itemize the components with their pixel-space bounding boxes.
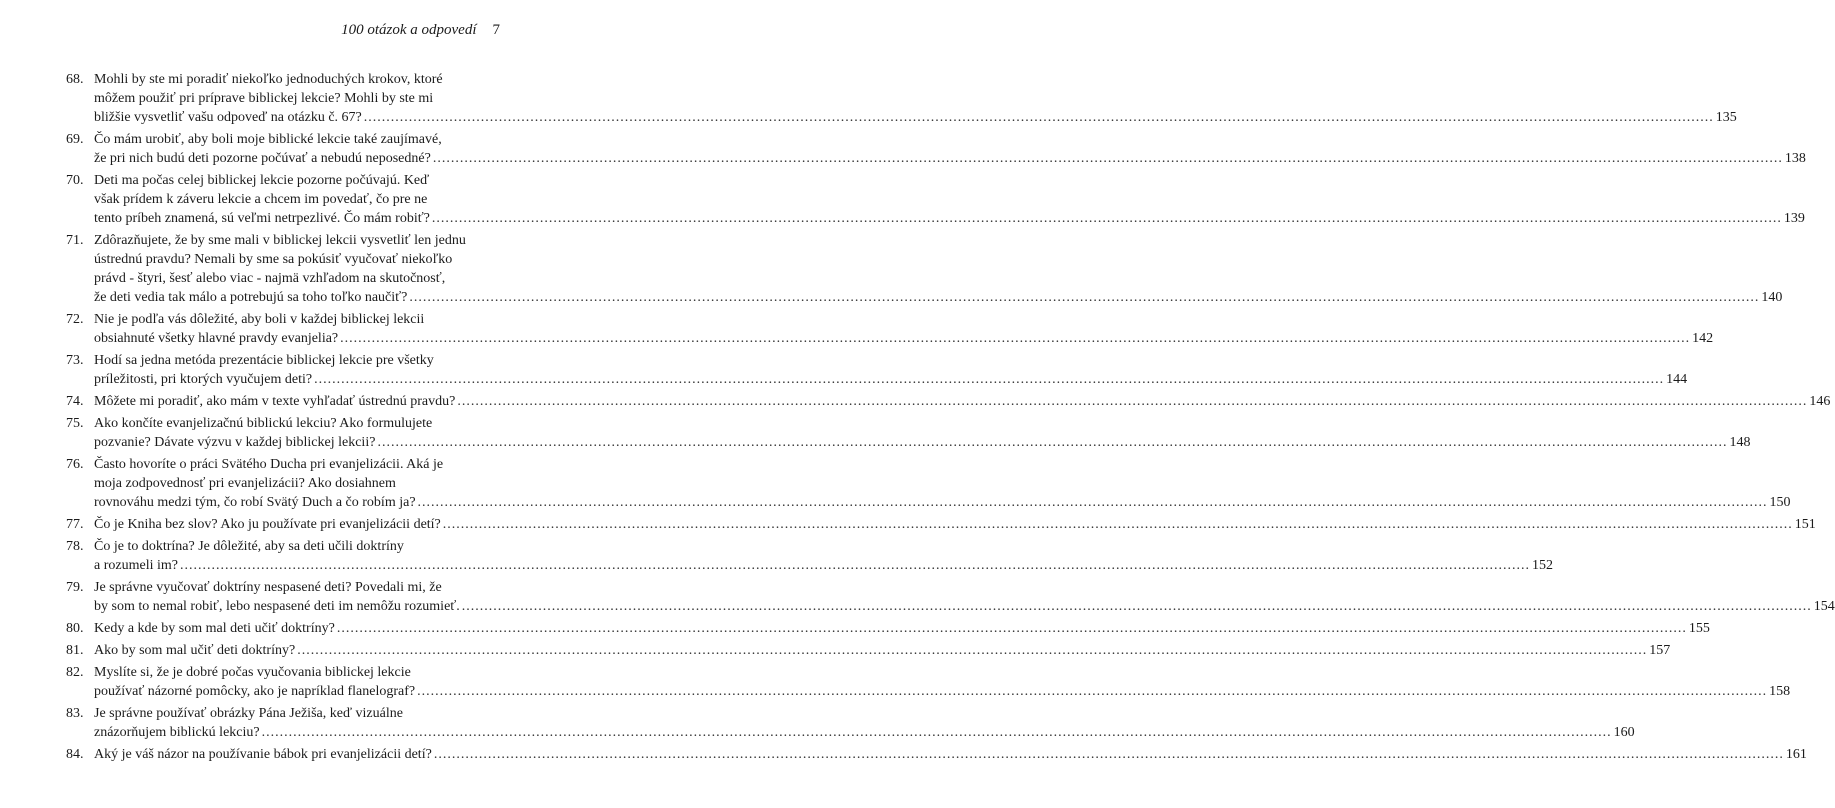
- toc-entry-page-number: 148: [1729, 435, 1751, 450]
- toc-entry: [66, 641, 1671, 660]
- toc-entry-line: [94, 745, 1807, 764]
- toc-entry-text: tento príbeh znamená, sú veľmi netrpezlivé. Čo mám robiť?: [94, 211, 430, 226]
- toc-entry-line: [94, 370, 1688, 389]
- toc-entry-text: Často hovoríte o práci Svätého Ducha pri evanjelizácii. Aká je: [94, 457, 444, 472]
- toc-entry-text: moja zodpovednosť pri evanjelizácii? Ako dosiahnem: [94, 476, 396, 491]
- toc-entry-number: 72.: [66, 312, 84, 327]
- toc-entry-line: [94, 682, 1791, 701]
- toc-entry-number: 74.: [66, 394, 84, 409]
- toc-entry-line: [94, 493, 1791, 512]
- toc-entry-text: však prídem k záveru lekcie a chcem im povedať, čo pre ne: [94, 192, 428, 207]
- toc-entry-number: 75.: [66, 416, 84, 431]
- toc-entry-line: [94, 663, 501, 682]
- toc-entry-text: Je správne používať obrázky Pána Ježiša, keď vizuálne: [94, 706, 403, 721]
- toc-entry-page-number: 144: [1666, 372, 1688, 387]
- dot-leader: ............................................................................................................................................................................................................................................................................................................: [409, 290, 1760, 305]
- toc-entry-question: [94, 663, 1791, 701]
- toc-entry-page-number: 154: [1813, 599, 1835, 614]
- toc-entry-page-number: 160: [1613, 725, 1635, 740]
- toc-entry-number: 73.: [66, 353, 84, 368]
- toc-entry-number: 84.: [66, 747, 84, 762]
- toc-entry-text: Kedy a kde by som mal deti učiť doktríny?: [94, 621, 335, 636]
- toc-entry-number: 70.: [66, 173, 84, 188]
- toc-entry-question: [94, 351, 1688, 389]
- toc-entry: [66, 704, 1635, 742]
- toc-entry-page-number: 135: [1715, 110, 1737, 125]
- dot-leader: ............................................................................................................................................................................................................................................................................................................: [340, 331, 1691, 346]
- dot-leader: ............................................................................................................................................................................................................................................................................................................: [433, 747, 1784, 762]
- dot-leader: ............................................................................................................................................................................................................................................................................................................: [336, 621, 1687, 636]
- toc-entry-line: [94, 231, 501, 250]
- toc-entry-line: [94, 474, 501, 493]
- toc-entry: [66, 455, 1791, 512]
- toc-entry: [66, 392, 1831, 411]
- toc-entry-line: [94, 619, 1710, 638]
- toc-entry: [66, 663, 1791, 701]
- toc-entry-number: 69.: [66, 132, 84, 147]
- toc-entry-question: [94, 231, 1783, 307]
- toc-entry-page-number: 140: [1761, 290, 1783, 305]
- dot-leader: ............................................................................................................................................................................................................................................................................................................: [314, 372, 1665, 387]
- toc-entry-text: obsiahnuté všetky hlavné pravdy evanjelia?: [94, 331, 339, 346]
- toc-entry: [66, 70, 1737, 127]
- toc-entry-text: Deti ma počas celej biblickej lekcie pozorne počúvajú. Keď: [94, 173, 430, 188]
- toc-entry-line: [94, 149, 1806, 168]
- toc-entry-text: pozvanie? Dávate výzvu v každej biblickej lekcii?: [94, 435, 376, 450]
- toc-entry-text: znázorňujem biblickú lekciu?: [94, 725, 260, 740]
- toc-entry-line: [94, 329, 1714, 348]
- toc-entry-text: Čo je to doktrína? Je dôležité, aby sa deti učili doktríny: [94, 539, 404, 554]
- toc-entry-line: [94, 556, 1553, 575]
- toc-entry-question: [94, 515, 1816, 534]
- toc-entry-question: [94, 171, 1805, 228]
- toc-entry: [66, 310, 1714, 348]
- toc-entry-text: Nie je podľa vás dôležité, aby boli v každej biblickej lekcii: [94, 312, 425, 327]
- toc-entry-text: ústrednú pravdu? Nemali by sme sa pokúsiť vyučovať niekoľko: [94, 252, 453, 267]
- toc-entry-page-number: 139: [1783, 211, 1805, 226]
- toc-entry-page-number: 152: [1531, 558, 1553, 573]
- toc-entry-number: 81.: [66, 643, 84, 658]
- toc-entry-line: [94, 723, 1635, 742]
- toc-entry-text: Myslíte si, že je dobré počas vyučovania biblickej lekcie: [94, 665, 411, 680]
- table-of-contents: [66, 70, 1835, 767]
- toc-entry-page-number: 150: [1769, 495, 1791, 510]
- toc-entry-line: [94, 288, 1783, 307]
- toc-entry-text: Je správne vyučovať doktríny nespasené deti? Povedali mi, že: [94, 580, 442, 595]
- toc-entry-text: by som to nemal robiť, lebo nespasené deti im nemôžu rozumieť.: [94, 599, 460, 614]
- toc-entry-line: [94, 108, 1737, 127]
- toc-entry: [66, 578, 1835, 616]
- toc-entry-question: [94, 745, 1807, 764]
- dot-leader: ............................................................................................................................................................................................................................................................................................................: [377, 435, 1728, 450]
- toc-entry: [66, 231, 1783, 307]
- toc-entry-page-number: 158: [1769, 684, 1791, 699]
- dot-leader: ............................................................................................................................................................................................................................................................................................................: [261, 725, 1612, 740]
- toc-entry-text: Hodí sa jedna metóda prezentácie biblickej lekcie pre všetky: [94, 353, 434, 368]
- toc-entry-page-number: 157: [1649, 643, 1671, 658]
- running-header-title: 100 otázok a odpovedí: [341, 22, 477, 38]
- toc-entry-text: že deti vedia tak málo a potrebujú sa toho toľko naučiť?: [94, 290, 408, 305]
- toc-entry: [66, 130, 1806, 168]
- toc-entry: [66, 515, 1816, 534]
- toc-entry-number: 77.: [66, 517, 84, 532]
- dot-leader: ............................................................................................................................................................................................................................................................................................................: [417, 684, 1768, 699]
- toc-entry-question: [94, 70, 1737, 127]
- toc-entry-text: používať názorné pomôcky, ako je napríklad flanelograf?: [94, 684, 416, 699]
- toc-entry-text: Aký je váš názor na používanie bábok pri evanjelizácii detí?: [94, 747, 432, 762]
- toc-entry-line: [94, 250, 501, 269]
- dot-leader: ............................................................................................................................................................................................................................................................................................................: [179, 558, 1530, 573]
- toc-entry-page-number: 138: [1784, 151, 1806, 166]
- toc-entry-number: 83.: [66, 706, 84, 721]
- toc-entry-text: a rozumeli im?: [94, 558, 178, 573]
- toc-entry-line: [94, 578, 501, 597]
- toc-entry-line: [94, 269, 501, 288]
- toc-entry-number: 82.: [66, 665, 84, 680]
- toc-entry: [66, 414, 1751, 452]
- toc-entry-page-number: 146: [1809, 394, 1831, 409]
- dot-leader: ............................................................................................................................................................................................................................................................................................................: [461, 599, 1812, 614]
- toc-entry-question: [94, 704, 1635, 742]
- toc-entry-line: [94, 641, 1671, 660]
- toc-entry-line: [94, 351, 501, 370]
- toc-entry-text: Zdôrazňujete, že by sme mali v biblickej lekcii vysvetliť len jednu: [94, 233, 466, 248]
- toc-entry-line: [94, 310, 501, 329]
- dot-leader: ............................................................................................................................................................................................................................................................................................................: [442, 517, 1793, 532]
- toc-entry-page-number: 155: [1688, 621, 1710, 636]
- toc-entry-line: [94, 392, 1831, 411]
- toc-entry-line: [94, 414, 501, 433]
- toc-entry-text: príležitosti, pri ktorých vyučujem deti?: [94, 372, 313, 387]
- toc-entry-question: [94, 310, 1714, 348]
- toc-entry-text: bližšie vysvetliť vašu odpoveď na otázku č. 67?: [94, 110, 362, 125]
- toc-entry-text: Ako by som mal učiť deti doktríny?: [94, 643, 296, 658]
- dot-leader: ............................................................................................................................................................................................................................................................................................................: [432, 151, 1783, 166]
- toc-entry-question: [94, 130, 1806, 168]
- toc-entry-number: 71.: [66, 233, 84, 248]
- dot-leader: ............................................................................................................................................................................................................................................................................................................: [457, 394, 1808, 409]
- dot-leader: ............................................................................................................................................................................................................................................................................................................: [417, 495, 1768, 510]
- toc-entry-text: Mohli by ste mi poradiť niekoľko jednoduchých krokov, ktoré: [94, 72, 443, 87]
- dot-leader: ............................................................................................................................................................................................................................................................................................................: [431, 211, 1782, 226]
- toc-entry: [66, 537, 1553, 575]
- toc-entry-page-number: 142: [1692, 331, 1714, 346]
- toc-entry-text: môžem použiť pri príprave biblickej lekcie? Mohli by ste mi: [94, 91, 434, 106]
- toc-entry-text: Čo mám urobiť, aby boli moje biblické lekcie také zaujímavé,: [94, 132, 442, 147]
- toc-entry-number: 76.: [66, 457, 84, 472]
- dot-leader: ............................................................................................................................................................................................................................................................................................................: [363, 110, 1714, 125]
- toc-entry-number: 79.: [66, 580, 84, 595]
- toc-entry-number: 78.: [66, 539, 84, 554]
- toc-entry-text: právd - štyri, šesť alebo viac - najmä vzhľadom na skutočnosť,: [94, 271, 446, 286]
- toc-entry: [66, 351, 1688, 389]
- toc-entry-line: [94, 209, 1805, 228]
- toc-entry-line: [94, 130, 501, 149]
- toc-entry-text: rovnováhu medzi tým, čo robí Svätý Duch a čo robím ja?: [94, 495, 416, 510]
- dot-leader: ............................................................................................................................................................................................................................................................................................................: [297, 643, 1648, 658]
- toc-entry: [66, 171, 1805, 228]
- toc-entry-line: [94, 70, 501, 89]
- toc-entry-question: [94, 455, 1791, 512]
- running-header-page-number: 7: [492, 22, 500, 38]
- toc-entry-line: [94, 537, 501, 556]
- toc-entry-question: [94, 578, 1835, 616]
- toc-entry-number: 68.: [66, 72, 84, 87]
- toc-entry-text: Ako končíte evanjelizačnú biblickú lekciu? Ako formulujete: [94, 416, 433, 431]
- toc-entry-line: [94, 597, 1835, 616]
- toc-entry-text: že pri nich budú deti pozorne počúvať a nebudú neposedné?: [94, 151, 431, 166]
- toc-entry-line: [94, 171, 501, 190]
- toc-entry-line: [94, 190, 501, 209]
- running-header: [0, 22, 500, 39]
- toc-entry-page-number: 161: [1785, 747, 1807, 762]
- toc-entry-question: [94, 641, 1671, 660]
- toc-entry-number: 80.: [66, 621, 84, 636]
- toc-entry-text: Čo je Kniha bez slov? Ako ju používate pri evanjelizácii detí?: [94, 517, 441, 532]
- toc-entry-question: [94, 392, 1831, 411]
- toc-entry-line: [94, 704, 501, 723]
- toc-entry-line: [94, 89, 501, 108]
- toc-entry: [66, 619, 1710, 638]
- toc-entry-page-number: 151: [1794, 517, 1816, 532]
- toc-entry-line: [94, 433, 1751, 452]
- toc-entry-question: [94, 619, 1710, 638]
- toc-entry-text: Môžete mi poradiť, ako mám v texte vyhľadať ústrednú pravdu?: [94, 394, 456, 409]
- toc-entry: [66, 745, 1807, 764]
- toc-entry-question: [94, 414, 1751, 452]
- toc-entry-question: [94, 537, 1553, 575]
- toc-entry-line: [94, 455, 501, 474]
- toc-entry-line: [94, 515, 1816, 534]
